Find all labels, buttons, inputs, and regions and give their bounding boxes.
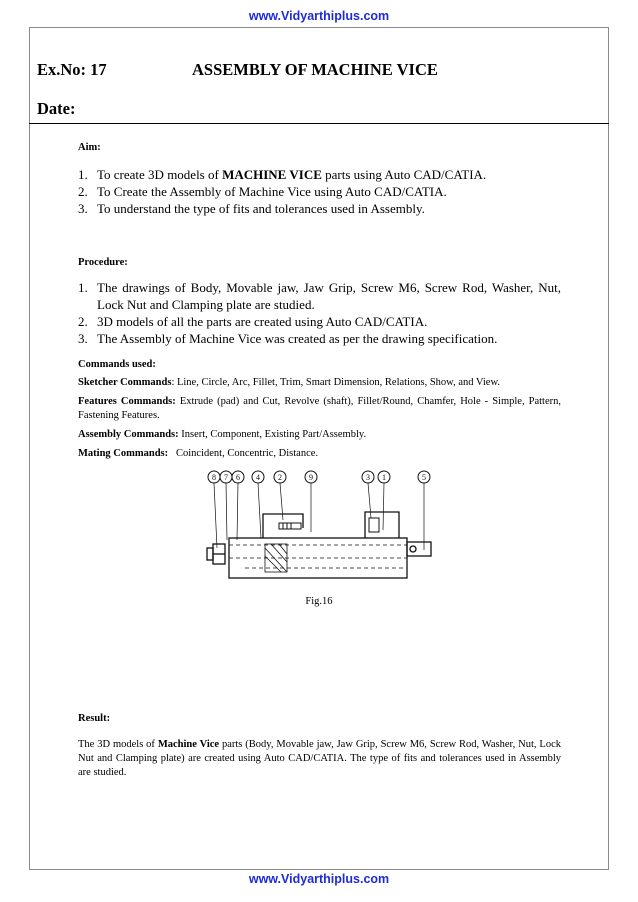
aim-item-text: To understand the type of fits and tolerances used in Assembly. [97, 201, 425, 216]
header-divider [29, 123, 609, 124]
sketcher-commands [78, 376, 561, 390]
mating-commands [78, 447, 561, 461]
features-commands [78, 395, 561, 423]
aim-item-bold: MACHINE VICE [222, 167, 322, 182]
list-number: 1. [78, 167, 88, 182]
command-label: Assembly Commands: [78, 429, 179, 440]
balloon-label: 5 [422, 473, 426, 482]
balloon-label: 2 [278, 473, 282, 482]
list-number: 3. [78, 331, 88, 346]
result-heading: Result: [78, 713, 111, 724]
procedure-section [78, 257, 561, 347]
list-item [78, 183, 561, 200]
commands-section [78, 359, 561, 461]
exercise-number: Ex.No: 17 [37, 60, 107, 79]
aim-section [78, 142, 561, 217]
command-text: Insert, Component, Existing Part/Assembly. [178, 429, 367, 440]
balloon-label: 1 [382, 473, 386, 482]
commands-heading: Commands used: [78, 359, 156, 370]
result-text-part: The 3D models of [78, 739, 158, 750]
procedure-item-text: The drawings of Body, Movable jaw, Jaw Grip, Screw M6, Screw Rod, Washer, Nut, Lock Nut and Clamping plate are studied. [97, 280, 561, 312]
result-text-part: parts (Body, Movable jaw, Jaw Grip, Screw M6, Screw Rod, Washer, Nut, Lock Nut and Clamping plate) are created using Auto CAD/CATIA. The type of fits and tolerances used in Assembly are studied. [78, 739, 561, 778]
result-section [78, 713, 561, 780]
list-item [78, 200, 561, 217]
figure-caption: Fig.16 [305, 596, 333, 607]
screw-rod [229, 545, 407, 568]
assembly-commands [78, 428, 561, 442]
procedure-item-text: 3D models of all the parts are created using Auto CAD/CATIA. [97, 314, 428, 329]
site-link-top[interactable]: www.Vidyarthiplus.com [248, 9, 390, 23]
aim-item-text: To Create the Assembly of Machine Vice using Auto CAD/CATIA. [97, 184, 447, 199]
list-number: 1. [78, 280, 88, 295]
command-label: Sketcher Commands [78, 377, 172, 388]
aim-item-text: To create 3D models of [97, 167, 223, 182]
date-label: Date: [37, 99, 76, 118]
balloon-label: 9 [309, 473, 313, 482]
page-title: ASSEMBLY OF MACHINE VICE [192, 60, 438, 79]
procedure-heading: Procedure: [78, 257, 128, 268]
lock-nut [207, 544, 225, 564]
screw-m6 [279, 518, 379, 532]
list-number: 3. [78, 201, 88, 216]
command-text: Extrude (pad) and Cut, Revolve (shaft), Fillet/Round, Chamfer, Hole - Simple, Pattern, Fastening Features. [78, 396, 561, 421]
list-item [78, 330, 561, 347]
part-balloons [208, 471, 430, 483]
list-number: 2. [78, 184, 88, 199]
procedure-list [78, 279, 561, 347]
list-item [78, 279, 561, 313]
list-item [78, 313, 561, 330]
command-label: Features Commands: [78, 396, 176, 407]
list-item [78, 166, 561, 183]
machine-vice-drawing [205, 468, 439, 580]
leader-lines [214, 483, 424, 550]
balloon-label: 4 [256, 473, 260, 482]
list-number: 2. [78, 314, 88, 329]
balloon-label: 3 [366, 473, 370, 482]
balloon-label: 6 [236, 473, 240, 482]
command-text: : Line, Circle, Arc, Fillet, Trim, Smart Dimension, Relations, Show, and View. [171, 377, 500, 388]
aim-list [78, 166, 561, 217]
balloon-label: 8 [212, 473, 216, 482]
site-link-bottom[interactable]: www.Vidyarthiplus.com [248, 872, 390, 886]
aim-heading: Aim: [78, 142, 101, 153]
aim-item-text: parts using Auto CAD/CATIA. [321, 167, 487, 182]
balloon-label: 7 [224, 473, 228, 482]
result-text-bold: Machine Vice [157, 739, 220, 750]
command-text: Coincident, Concentric, Distance. [176, 448, 319, 459]
result-text [78, 738, 561, 780]
command-label: Mating Commands: [78, 448, 169, 459]
procedure-item-text: The Assembly of Machine Vice was created as per the drawing specification. [97, 331, 498, 346]
